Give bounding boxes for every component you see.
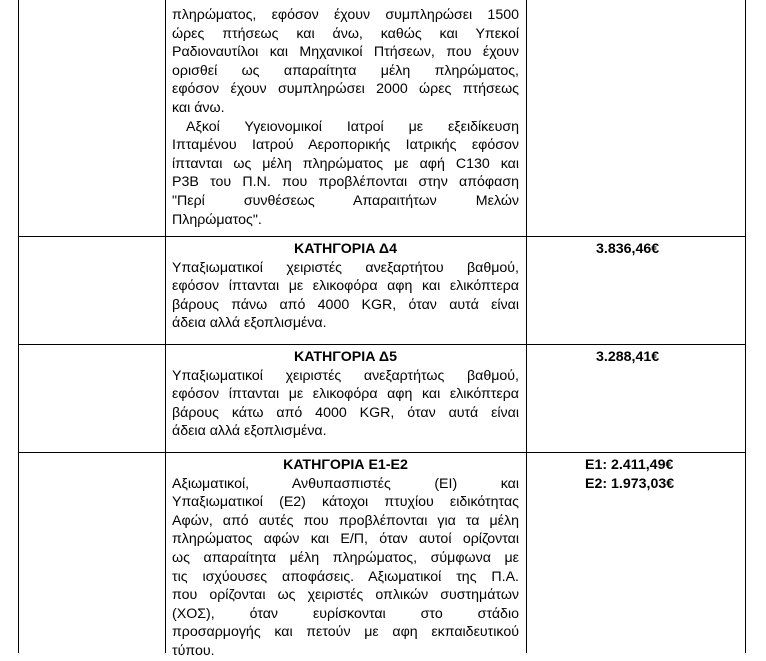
text-line: ορισθεί ως απαραίτητα μέλη πληρώματος, [172, 62, 519, 79]
text-line: ώρες πτήσεως και άνω, καθώς και Υπεκοί [172, 25, 519, 42]
text-line: βάρους κάτω από 4000 KGR, όταν αυτά είναι [172, 404, 519, 421]
amount-value-e2: Ε2: 1.973,03€ [585, 475, 675, 492]
row-divider [18, 236, 746, 237]
text-line: Υπαξιωματικοί χειριστές ανεξαρτήτως βαθμού, [172, 367, 519, 384]
text-line: πληρώματος, εφόσον έχουν συμπληρώσει 1500 [172, 7, 519, 23]
text-line: τις ισχύουσες αποφάσεις. Αξιωματικοί της Π.Α. [172, 568, 519, 585]
table-row-3-amount [585, 456, 674, 493]
text-line: (ΧΟΣ), όταν ευρίσκονται στο στάδιο [172, 605, 519, 622]
category-heading: ΚΑΤΗΓΟΡΙΑ Δ4 [294, 241, 397, 257]
text-line: τύπου. [172, 642, 215, 659]
text-line: P3B του Π.Ν. που προβλέπονται στην απόφαση [172, 174, 519, 191]
text-line: Ραδιοναυτίλοι και Μηχανικοί Πτήσεων, που έχουν [172, 44, 519, 61]
category-heading: ΚΑΤΗΓΟΡΙΑ Δ5 [294, 349, 397, 365]
column-divider [165, 0, 166, 653]
amount-value: 3.836,46€ [596, 241, 660, 257]
table-row-2-amount [596, 348, 659, 367]
table-border-right [745, 0, 746, 653]
row-divider [18, 452, 746, 453]
category-heading: ΚΑΤΗΓΟΡΙΑ Ε1-Ε2 [283, 457, 408, 473]
text-line: Αξιωματικοί, Ανθυπασπιστές (ΕΙ) και [172, 475, 519, 492]
amount-value: 3.288,41€ [596, 349, 660, 365]
table-row-3-description [172, 456, 519, 661]
text-line: εφόσον ίπτανται με ελικοφόρα αφη και ελικόπτερα [172, 386, 519, 403]
text-line: ίπτανται ως μέλη πληρώματος με αφή C130 και [172, 155, 519, 172]
text-line: Υπαξιωματικοί χειριστές ανεξαρτήτου βαθμού, [172, 259, 519, 276]
text-line: εφόσον έχουν συμπληρώσει 2000 ώρες πτήσεως [172, 81, 519, 98]
text-line: Ιπταμένου Ιατρού Αεροπορικής Ιατρικής εφόσον [172, 137, 519, 154]
text-line: βάρους πάνω από 4000 KGR, όταν αυτά είναι [172, 296, 519, 313]
table-row-2-description [172, 348, 519, 441]
text-line: και άνω. [172, 99, 225, 116]
table-row-1-description [172, 240, 519, 333]
text-line: εφόσον ίπτανται με ελικοφόρα αφη και ελικόπτερα [172, 278, 519, 295]
text-line: Αφών, από αυτές που προβλέπονται για τα μέλη [172, 512, 519, 529]
text-line: άδεια αλλά εξοπλισμένα. [172, 423, 327, 440]
text-line: ως απαραίτητα μέλη πληρώματος, σύμφωνα με [172, 549, 519, 566]
table-border-left [18, 0, 19, 653]
text-line: που ορίζονται ως χειριστές οπλικών συστημάτων [172, 587, 519, 604]
text-line: πληρώματος αφών και Ε/Π, όταν αυτοί ορίζονται [172, 531, 519, 548]
amount-value-e1: Ε1: 2.411,49€ [585, 457, 674, 473]
table-row-1-amount [596, 240, 659, 259]
text-line: Υπαξιωματικοί (Ε2) κάτοχοι πτυχίου ειδικότητας [172, 494, 519, 511]
text-line: προσαρμογής και πετούν με αφη εκπαιδευτικού [172, 624, 519, 641]
text-line: Αξκοί Υγειονομικοί Ιατροί με εξειδίκευση [186, 118, 519, 135]
row-divider [18, 344, 746, 345]
text-line: Πληρώματος". [172, 211, 262, 228]
text-line: άδεια αλλά εξοπλισμένα. [172, 315, 327, 332]
column-divider [526, 0, 527, 653]
text-line: "Περί συνθέσεως Απαραιτήτων Μελών [172, 192, 519, 209]
table-row-0-description [172, 6, 519, 229]
